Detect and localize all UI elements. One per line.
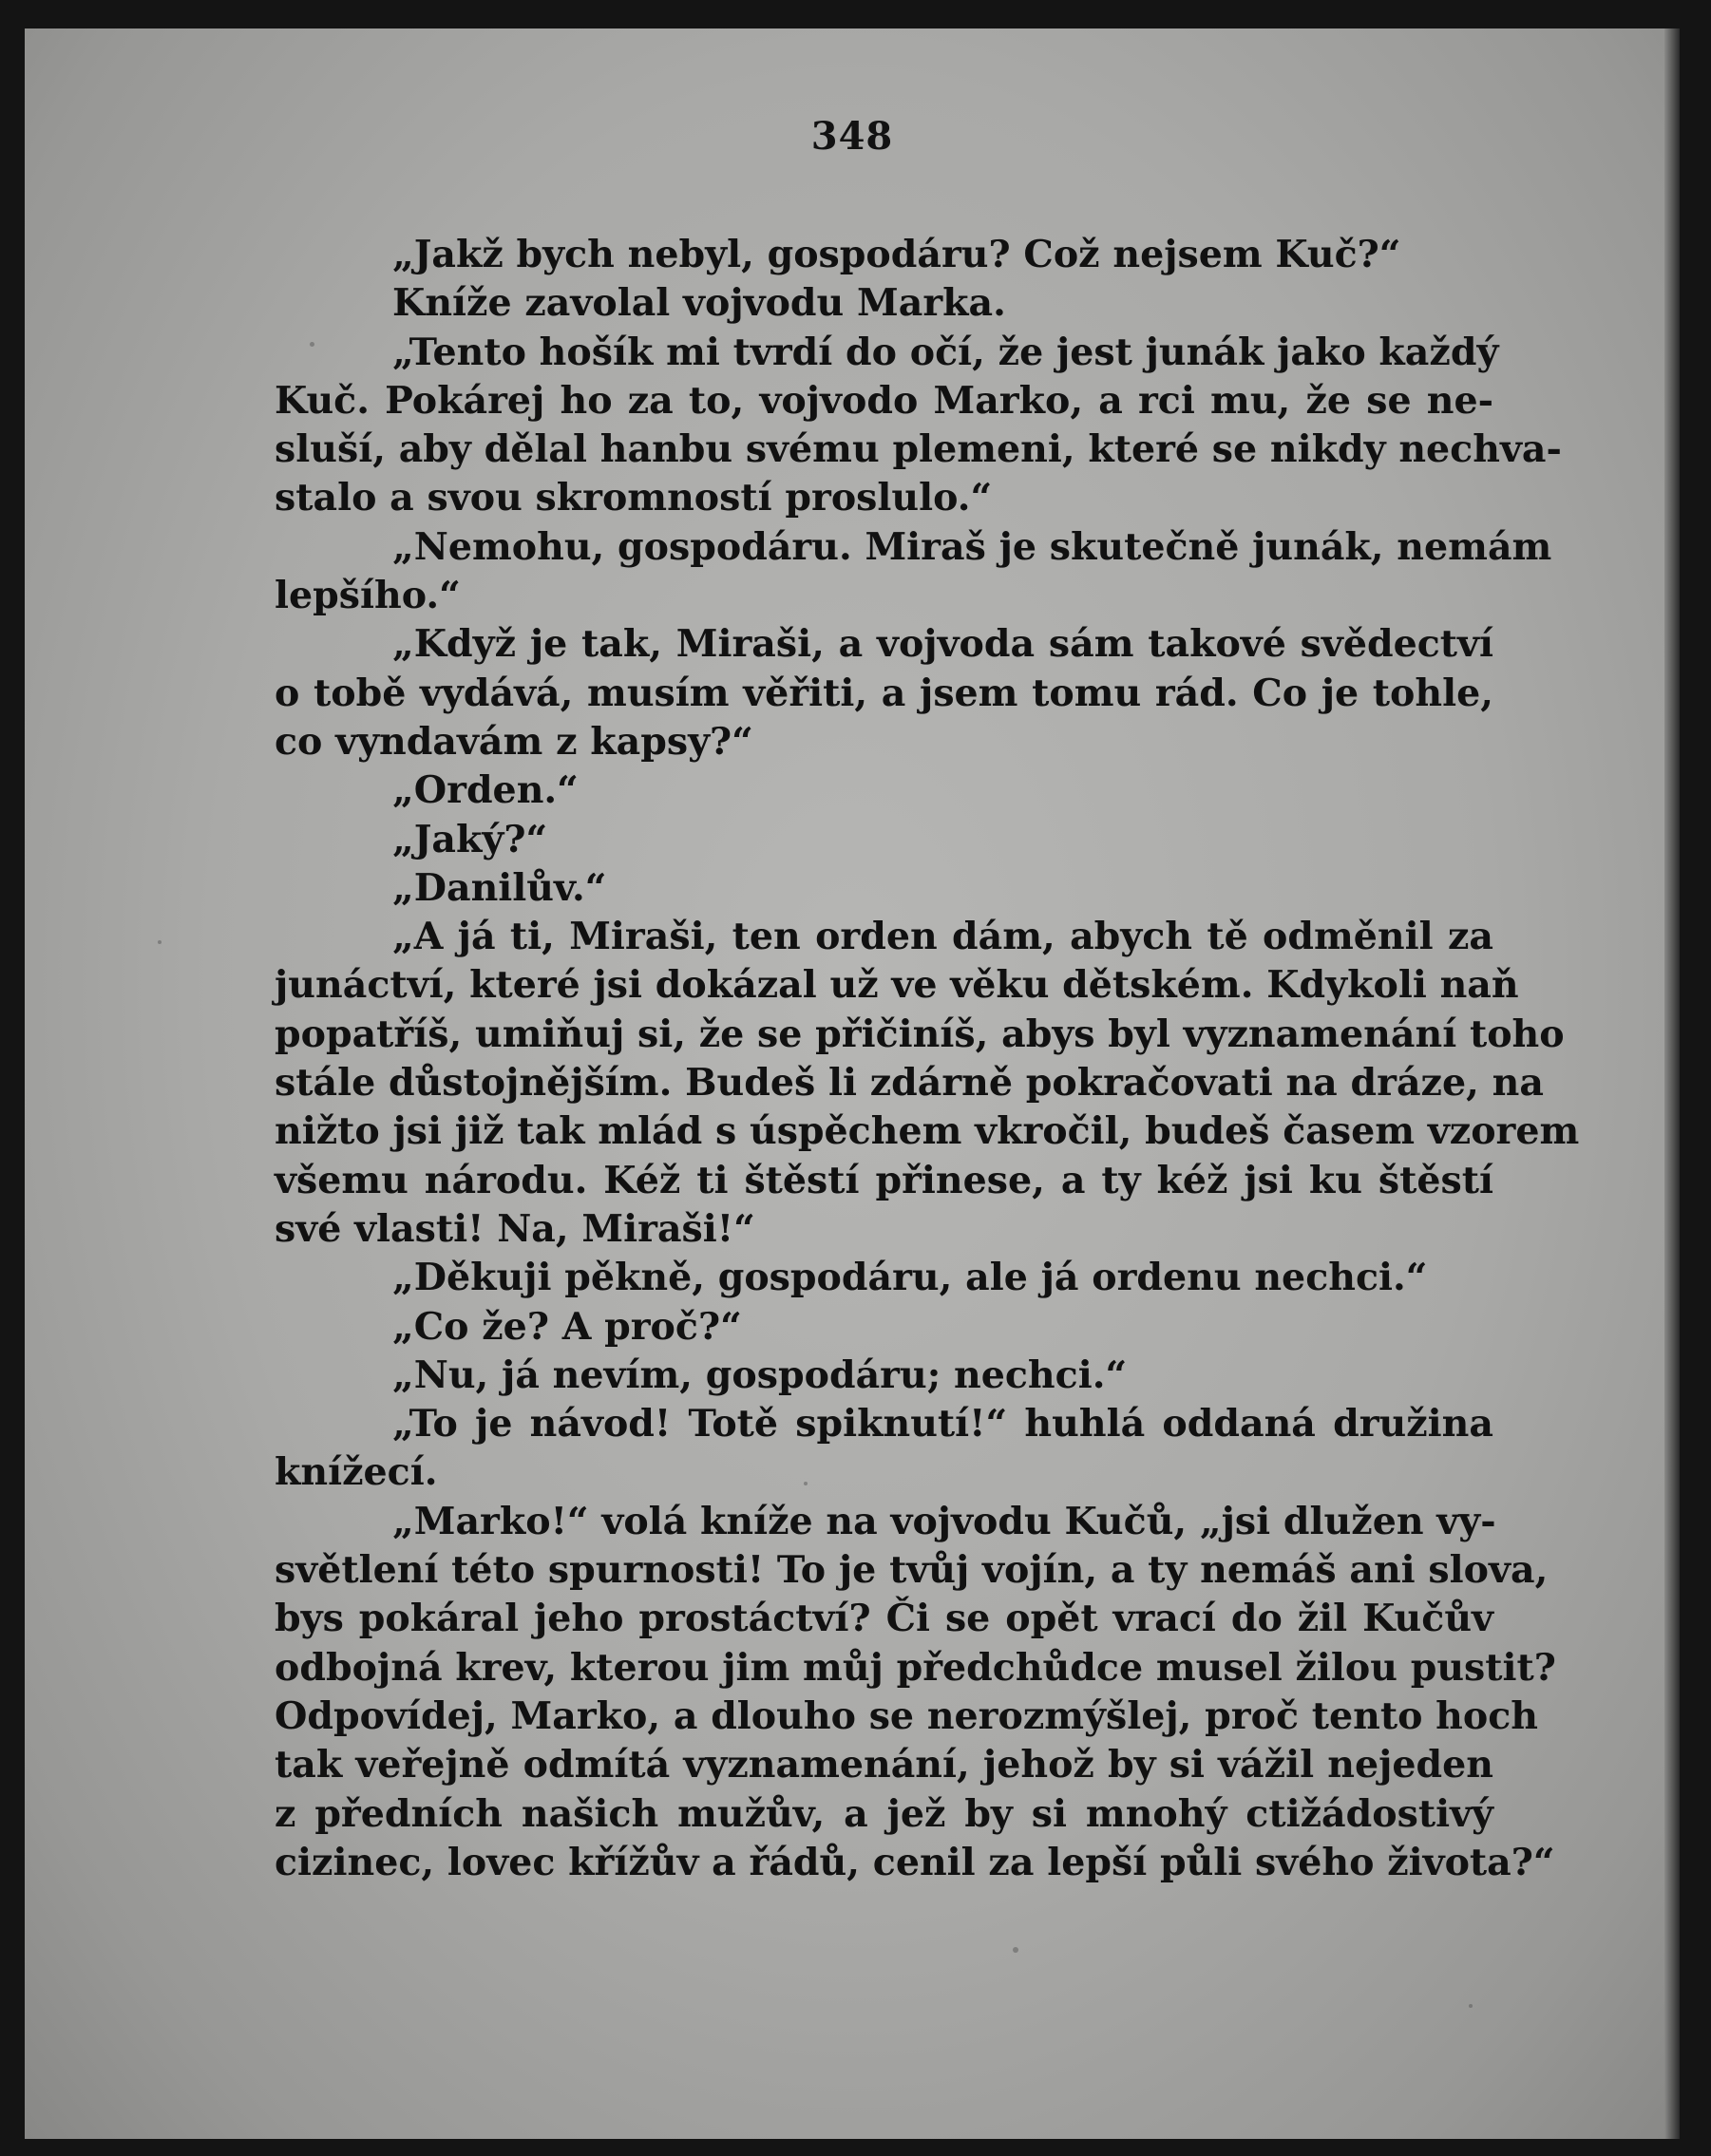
page-text-body xyxy=(275,231,1580,1887)
text-line: junáctví, které jsi dokázal už ve věku dětském. Kdykoli naň xyxy=(275,963,1519,1008)
text-line: popatříš, umiňuj si, že se přičiníš, abys byl vyznamenání toho xyxy=(275,1012,1565,1056)
text-line: „Děkuji pěkně, gospodáru, ale já ordenu nechci.“ xyxy=(392,1256,1428,1300)
text-line: „Danilův.“ xyxy=(392,865,607,910)
text-line: všemu národu. Kéž ti štěstí přinese, a ty kéž jsi ku štěstí xyxy=(275,1158,1493,1202)
print-speck xyxy=(1469,2004,1473,2008)
text-line: stalo a svou skromností proslulo.“ xyxy=(275,476,993,520)
text-line: Kuč. Pokárej ho za to, vojvodo Marko, a rci mu, že se ne- xyxy=(275,378,1493,423)
text-line: „Když je tak, Miraši, a vojvoda sám takové svědectví xyxy=(392,622,1493,667)
text-line: „Marko!“ volá kníže na vojvodu Kučů, „jsi dlužen vy- xyxy=(392,1499,1496,1543)
page-edge-shadow xyxy=(1664,28,1680,2139)
text-line: Odpovídej, Marko, a dlouho se nerozmýšlej, proč tento hoch xyxy=(275,1693,1539,1738)
text-line: cizinec, lovec křížův a řádů, cenil za lepší půli svého života?“ xyxy=(275,1840,1555,1884)
text-line: sluší, aby dělal hanbu svému plemeni, které se nikdy nechva- xyxy=(275,427,1562,472)
text-line: „To je návod! Totě spiknutí!“ huhlá oddaná družina xyxy=(392,1402,1493,1447)
page-number: 348 xyxy=(810,114,894,159)
text-line: co vyndavám z kapsy?“ xyxy=(275,719,753,764)
text-line: „Orden.“ xyxy=(392,768,579,813)
text-line: tak veřejně odmítá vyznamenání, jehož by si vážil nejeden xyxy=(275,1743,1493,1787)
text-line: o tobě vydává, musím věřiti, a jsem tomu rád. Co je tohle, xyxy=(275,671,1493,715)
book-page xyxy=(25,28,1680,2139)
text-line: z předních našich mužův, a jež by si mnohý ctižádostivý xyxy=(275,1791,1493,1836)
text-line: „A já ti, Miraši, ten orden dám, abych tě odměnil za xyxy=(392,915,1493,959)
text-line: odbojná krev, kterou jim můj předchůdce musel žilou pustit? xyxy=(275,1645,1556,1690)
print-speck xyxy=(158,940,162,944)
text-line: „Co že? A proč?“ xyxy=(392,1304,742,1349)
text-line: své vlasti! Na, Miraši!“ xyxy=(275,1206,755,1251)
print-speck xyxy=(804,1482,808,1485)
text-line: Kníže zavolal vojvodu Marka. xyxy=(392,281,1006,326)
text-line: lepšího.“ xyxy=(275,574,461,618)
text-line: nižto jsi již tak mlád s úspěchem vkročil, budeš časem vzorem xyxy=(275,1109,1580,1154)
text-line: světlení této spurnosti! To je tvůj vojín, a ty nemáš ani slova, xyxy=(275,1548,1549,1593)
print-speck xyxy=(310,342,314,347)
text-line: bys pokáral jeho prostáctví? Či se opět vrací do žil Kučův xyxy=(275,1597,1493,1641)
print-speck xyxy=(1013,1947,1018,1953)
text-line: stále důstojnějším. Budeš li zdárně pokračovati na dráze, na xyxy=(275,1061,1544,1106)
text-line: „Jaký?“ xyxy=(392,817,548,861)
text-line: „Tento hošík mi tvrdí do očí, že jest junák jako každý xyxy=(392,330,1499,374)
text-line: knížecí. xyxy=(275,1450,438,1495)
text-line: „Jakž bych nebyl, gospodáru? Což nejsem Kuč?“ xyxy=(392,233,1401,276)
text-line: „Nu, já nevím, gospodáru; nechci.“ xyxy=(392,1352,1128,1397)
text-line: „Nemohu, gospodáru. Miraš je skutečně junák, nemám xyxy=(392,524,1552,569)
